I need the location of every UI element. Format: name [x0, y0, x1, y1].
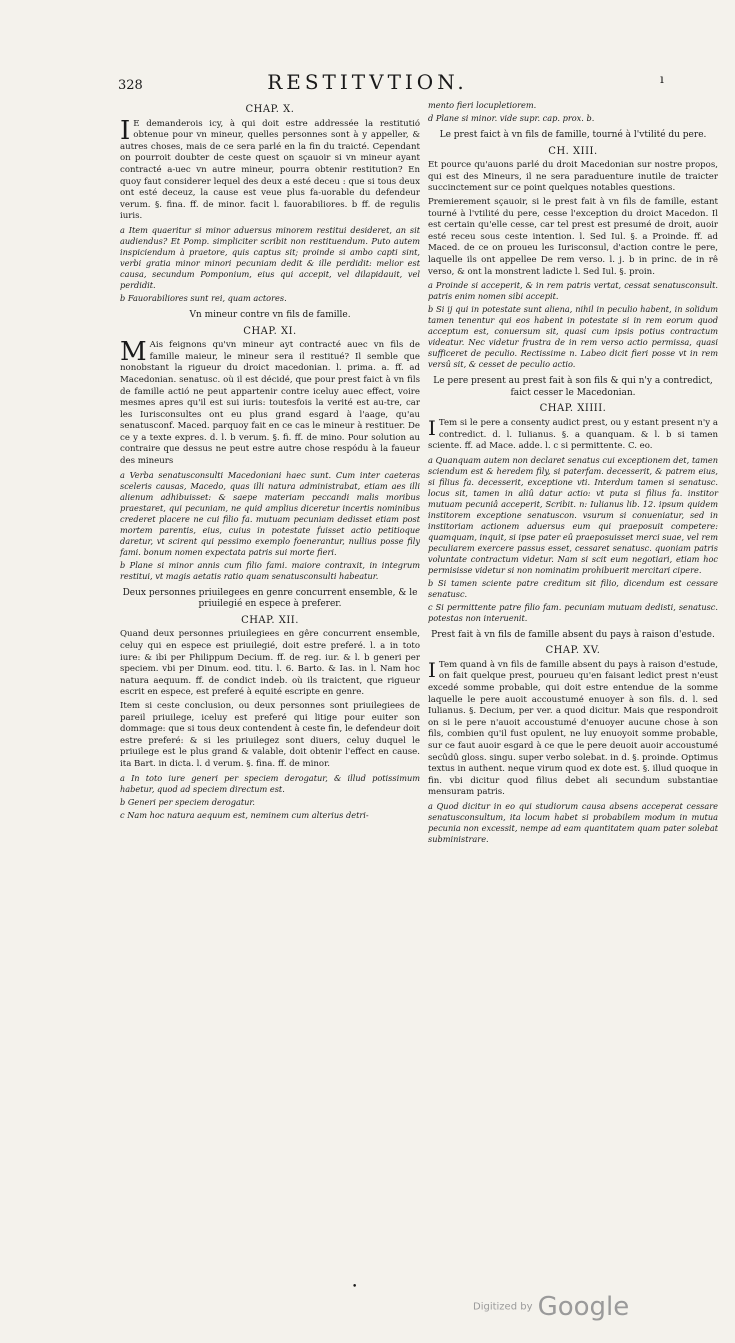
footnote: a In toto iure generi per speciem derogatur, & illud potissimum habetur, quod ad speciem directum est.: [120, 772, 420, 794]
footnote: a Proinde si acceperit, & in rem patris vertat, cessat senatusconsult. patris enim nomen sibi accepit.: [428, 280, 718, 302]
chapter-heading: CHAP. XIIII.: [539, 403, 607, 415]
margin-mark: ı: [660, 72, 664, 86]
left-column: [120, 100, 420, 823]
drop-cap: I: [428, 657, 436, 682]
footnote: c Si permittente patre filio fam. pecuniam mutuam dedisti, senatusc. potestas non interuenit.: [428, 601, 718, 623]
page-number: 328: [118, 78, 143, 93]
footnote: a Quanquam autem non declaret senatus cui exceptionem det, tamen sciendum est & heredem fily, si paterfam. decesserit, & patrem eius, si filius fa. decesserit, exceptione vti. Interdum tamen si senatusc. locus sit, tamen in aliû datur actio: vt puta si filius fa. institor mutuam pecuniâ acceperit, Scribit. n: Iulianus lib. 12. ipsum quidem institorem exceptione senatuscon. vsurum si conueniatur, sed in institoriam actionem aduersus eum qui praeposuit competere: quamquam, inquit, si ipse pater eû praeposuisset merci suae, vel rem peculiarem exercere passus esset, cessaret senatusc. quoniam patris voluntate contractum videtur. Nam si scit eum negotiari, etiam hoc permisisse videtur si non nominatim prohibuerit mercitari cipere.: [428, 454, 718, 575]
paragraph: Et pource qu'auons parlé du droit Macedonian sur nostre propos, qui est des Mineurs, il ne sera paraduenture inutile de traicter succinctement sur ce point quelques notables questions.: [428, 160, 718, 194]
chapter-heading: CHAP. XV.: [545, 645, 601, 657]
footnote: a Item quaeritur si minor aduersus minorem restitui desideret, an sit audiendus? Et Pomp. simpliciter scribit non restituendum. Puto autem inspiciendum à praetore, quis captus sit; proinde si ambo capti sint, verbi gratia minor minori pecuniam dedit & ille perdidit: melior est causa, secundum Pomponium, eius qui accepit, vel dilapidauit, vel perdidit.: [120, 224, 420, 290]
paragraph: M Ais feignons qu'vn mineur ayt contracté auec vn fils de famille maieur, le mineur sera il restitué? Il semble que nonobstant la rigueur du droict macedonian. l. prima. a. ff. ad Macedonian. senatusc. où il est décidé, que pour prest faict à vn fils de famille actió ne peut appartenir contre iceluy auec effect, voire mesmes apres qu'il est sui iuris: toutesfois la verité est au-tre, car les Iurisconsultes ont eu plus grand esgard à l'aage, qu'au senatusconf. Maced. parquoy fait en ce cas le mineur à restituer. De ce y a texte expres. d. l. b verum. §. fi. ff. de mino. Pour solution au contraire que dessus ne peut estre autre chose respódu à la faueur des mineurs: [120, 337, 420, 467]
section-title: Prest fait à vn fils de famille absent du pays à raison d'estude.: [431, 629, 715, 640]
chapter-heading: CHAP. XII.: [241, 614, 299, 626]
footnote: b Fauorabiliores sunt rei, quam actores.: [120, 292, 287, 303]
section-title: Deux personnes priuilegees en genre concurrent ensemble, & le priuilegié en espece à preferer.: [122, 587, 418, 610]
chapter-heading: CHAP. XI.: [243, 325, 297, 337]
page-dot: •: [352, 1282, 358, 1292]
right-column: [428, 100, 718, 847]
footnote: b Plane si minor annis cum filio fami. maiore contraxit, in integrum restitui, vt magis aetatis ratio quam senatusconsulti habeatur.: [120, 559, 420, 581]
chapter-heading: CH. XIII.: [548, 145, 598, 157]
drop-cap: I: [120, 115, 131, 146]
paragraph: Premierement sçauoir, si le prest fait à vn fils de famille, estant tourné à l'vtilité du pere, cesse l'exception du droict Macedon. Il est certain qu'elle cesse, car tel prest est presumé de droit, auoir esté receu sous ceste intention. l. Sed Iul. §. a Proinde. ff. ad Maced. de ce on proueu les Iurisconsul, d'action contre le pere, laquelle ils ont appellee De rem verso. l. j. b in princ. de in rê verso, & ont la monstrent ladicte l. Sed Iul. §. proin.: [428, 196, 718, 277]
chapter-heading: CHAP. X.: [245, 104, 295, 115]
drop-cap: I: [428, 415, 436, 440]
google-logo: Google: [537, 1292, 630, 1322]
paragraph: I Tem si le pere a consenty audict prest, ou y estant present n'y a contredict. d. l. Iulianus. §. a quanquam. & l. b si tamen sciente. ff. ad Mace. adde. l. c si permittente. C. eo.: [428, 415, 718, 452]
footnote: c Nam hoc natura aequum est, neminem cum alterius detri-: [120, 809, 369, 820]
footnote: a Verba senatusconsulti Macedoniani haec sunt. Cum inter caeteras sceleris causas, Macedo, quas illi natura administrabat, etiam aes illi alienum adhibuisset: & saepe materiam peccandi malis moribus praestaret, qui pecuniam, ne quid amplius diceretur incertis nominibus crederet placere ne cui filio fa. mutuam pecuniam dedisset etiam post mortem parentis, eius, cuius in potestate fuisset actio petitioque daretur, vt scirent qui pessimo exemplo foenerantur, nullius posse fily fami. bonum nomen expectata patris sui morte fieri.: [120, 469, 420, 557]
section-title: Le pere present au prest fait à son fils & qui n'y a contredict, faict cesser le Macedonian.: [433, 376, 713, 398]
footnote: b Si ij qui in potestate sunt aliena, nihil in peculio habent, in solidum tamen tenentur qui eos habent in potestate si in rem eorum quod acceptum est, conuersum sit, quasi cum ipsis potius contractum videatur. Nec videtur frustra de in rem verso actio permissa, quasi sufficeret de peculio. Rectissime n. Labeo dicit fieri posse vt in rem versû sit, & cesset de peculio actio.: [428, 304, 718, 370]
section-title: Le prest faict à vn fils de famille, tourné à l'vtilité du pere.: [439, 130, 707, 140]
footnote: d Plane si minor. vide supr. cap. prox. b.: [428, 113, 595, 123]
google-watermark: Digitized by Google: [473, 1292, 630, 1322]
running-title: RESTITVTION.: [267, 70, 468, 94]
footnote: mento fieri locupletiorem.: [428, 100, 537, 110]
paragraph: Item si ceste conclusion, ou deux personnes sont priuilegiees de pareil priuilege, iceluy est preferé qui litige pour euiter son dommage: que si tous deux contendent à ceste fin, le defendeur doit estre preferé: & si les priuilegez sont diuers, celuy duquel le priuilege est le plus grand & valable, doit obtenir l'effect en cause. ita Bart. in dicta. l. d verum. §. fina. ff. de minor.: [120, 701, 420, 769]
paragraph: I E demanderois icy, à qui doit estre addressée la restitutió obtenue pour vn mineur, quelles personnes sont à y appeller, & autres choses, mais de ce sera parlé en la fin du traicté. Cependant on pourroit doubter de ceste quest on sçauoir si vn mineur ayant contracté a-uec vn autre mineur, pourra obtenir restitution? En quoy faut considerer lequel des deux a esté deceu : que si tous deux ont esté deceuz, la cause est veue plus fa-uorable du defendeur verum. §. fina. ff. de minor. facit l. fauorabiliores. b ff. de regulis iuris.: [120, 115, 420, 222]
section-title: Vn mineur contre vn fils de famille.: [189, 309, 351, 320]
footnote: b Si tamen sciente patre creditum sit filio, dicendum est cessare senatusc.: [428, 577, 718, 599]
footnote: b Generi per speciem derogatur.: [120, 796, 256, 807]
footnote: a Quod dicitur in eo qui studiorum causa absens acceperat cessare senatusconsultum, ita locum habet si probabilem modum in mutua pecunia non excessit, nempe ad eam quantitatem quam pater solebat subministrare.: [428, 801, 718, 844]
paragraph: Quand deux personnes priuilegiees en gêre concurrent ensemble, celuy qui en espece est priuilegié, doit estre preferé. l. a in toto iure: & ibi per Philippum Decium. ff. de reg. iur. & l. b generi per speciem. vbi per Dinum. eod. titu. l. 6. Barto. & Ias. in l. Nam hoc natura aequum. ff. de condict indeb. où ils traictent, que rigueur escrit en espece, est preferé à equité escripte en genre.: [120, 629, 420, 698]
drop-cap: M: [120, 337, 147, 368]
paragraph: I Tem quand à vn fils de famille absent du pays à raison d'estude, on fait quelque prest, pourueu qu'en faisant ledict prest n'eust excedé somme probable, qui doit estre entendue de la somme laquelle le pere auoit accoustumé enuoyer à son fils. d. l. sed Iulianus. §. Decium, per ver. a quod dicitur. Mais que respondroit on si le pere n'auoit accoustumé d'enuoyer aucune chose à son fils, combien qu'il fust opulent, ne luy enuoyoit somme probable, sur ce faut auoir esgard à ce que le pere deuoit auoir accoustumé secûdû gloss. singu. super verbo solebat. in d. §. proinde. Optimus textus in authent. neque virum quod ex dote est. §. illud quoque in fin. vbi dicitur quod filius debet ali secundum substantiae mensuram patris.: [428, 657, 718, 798]
